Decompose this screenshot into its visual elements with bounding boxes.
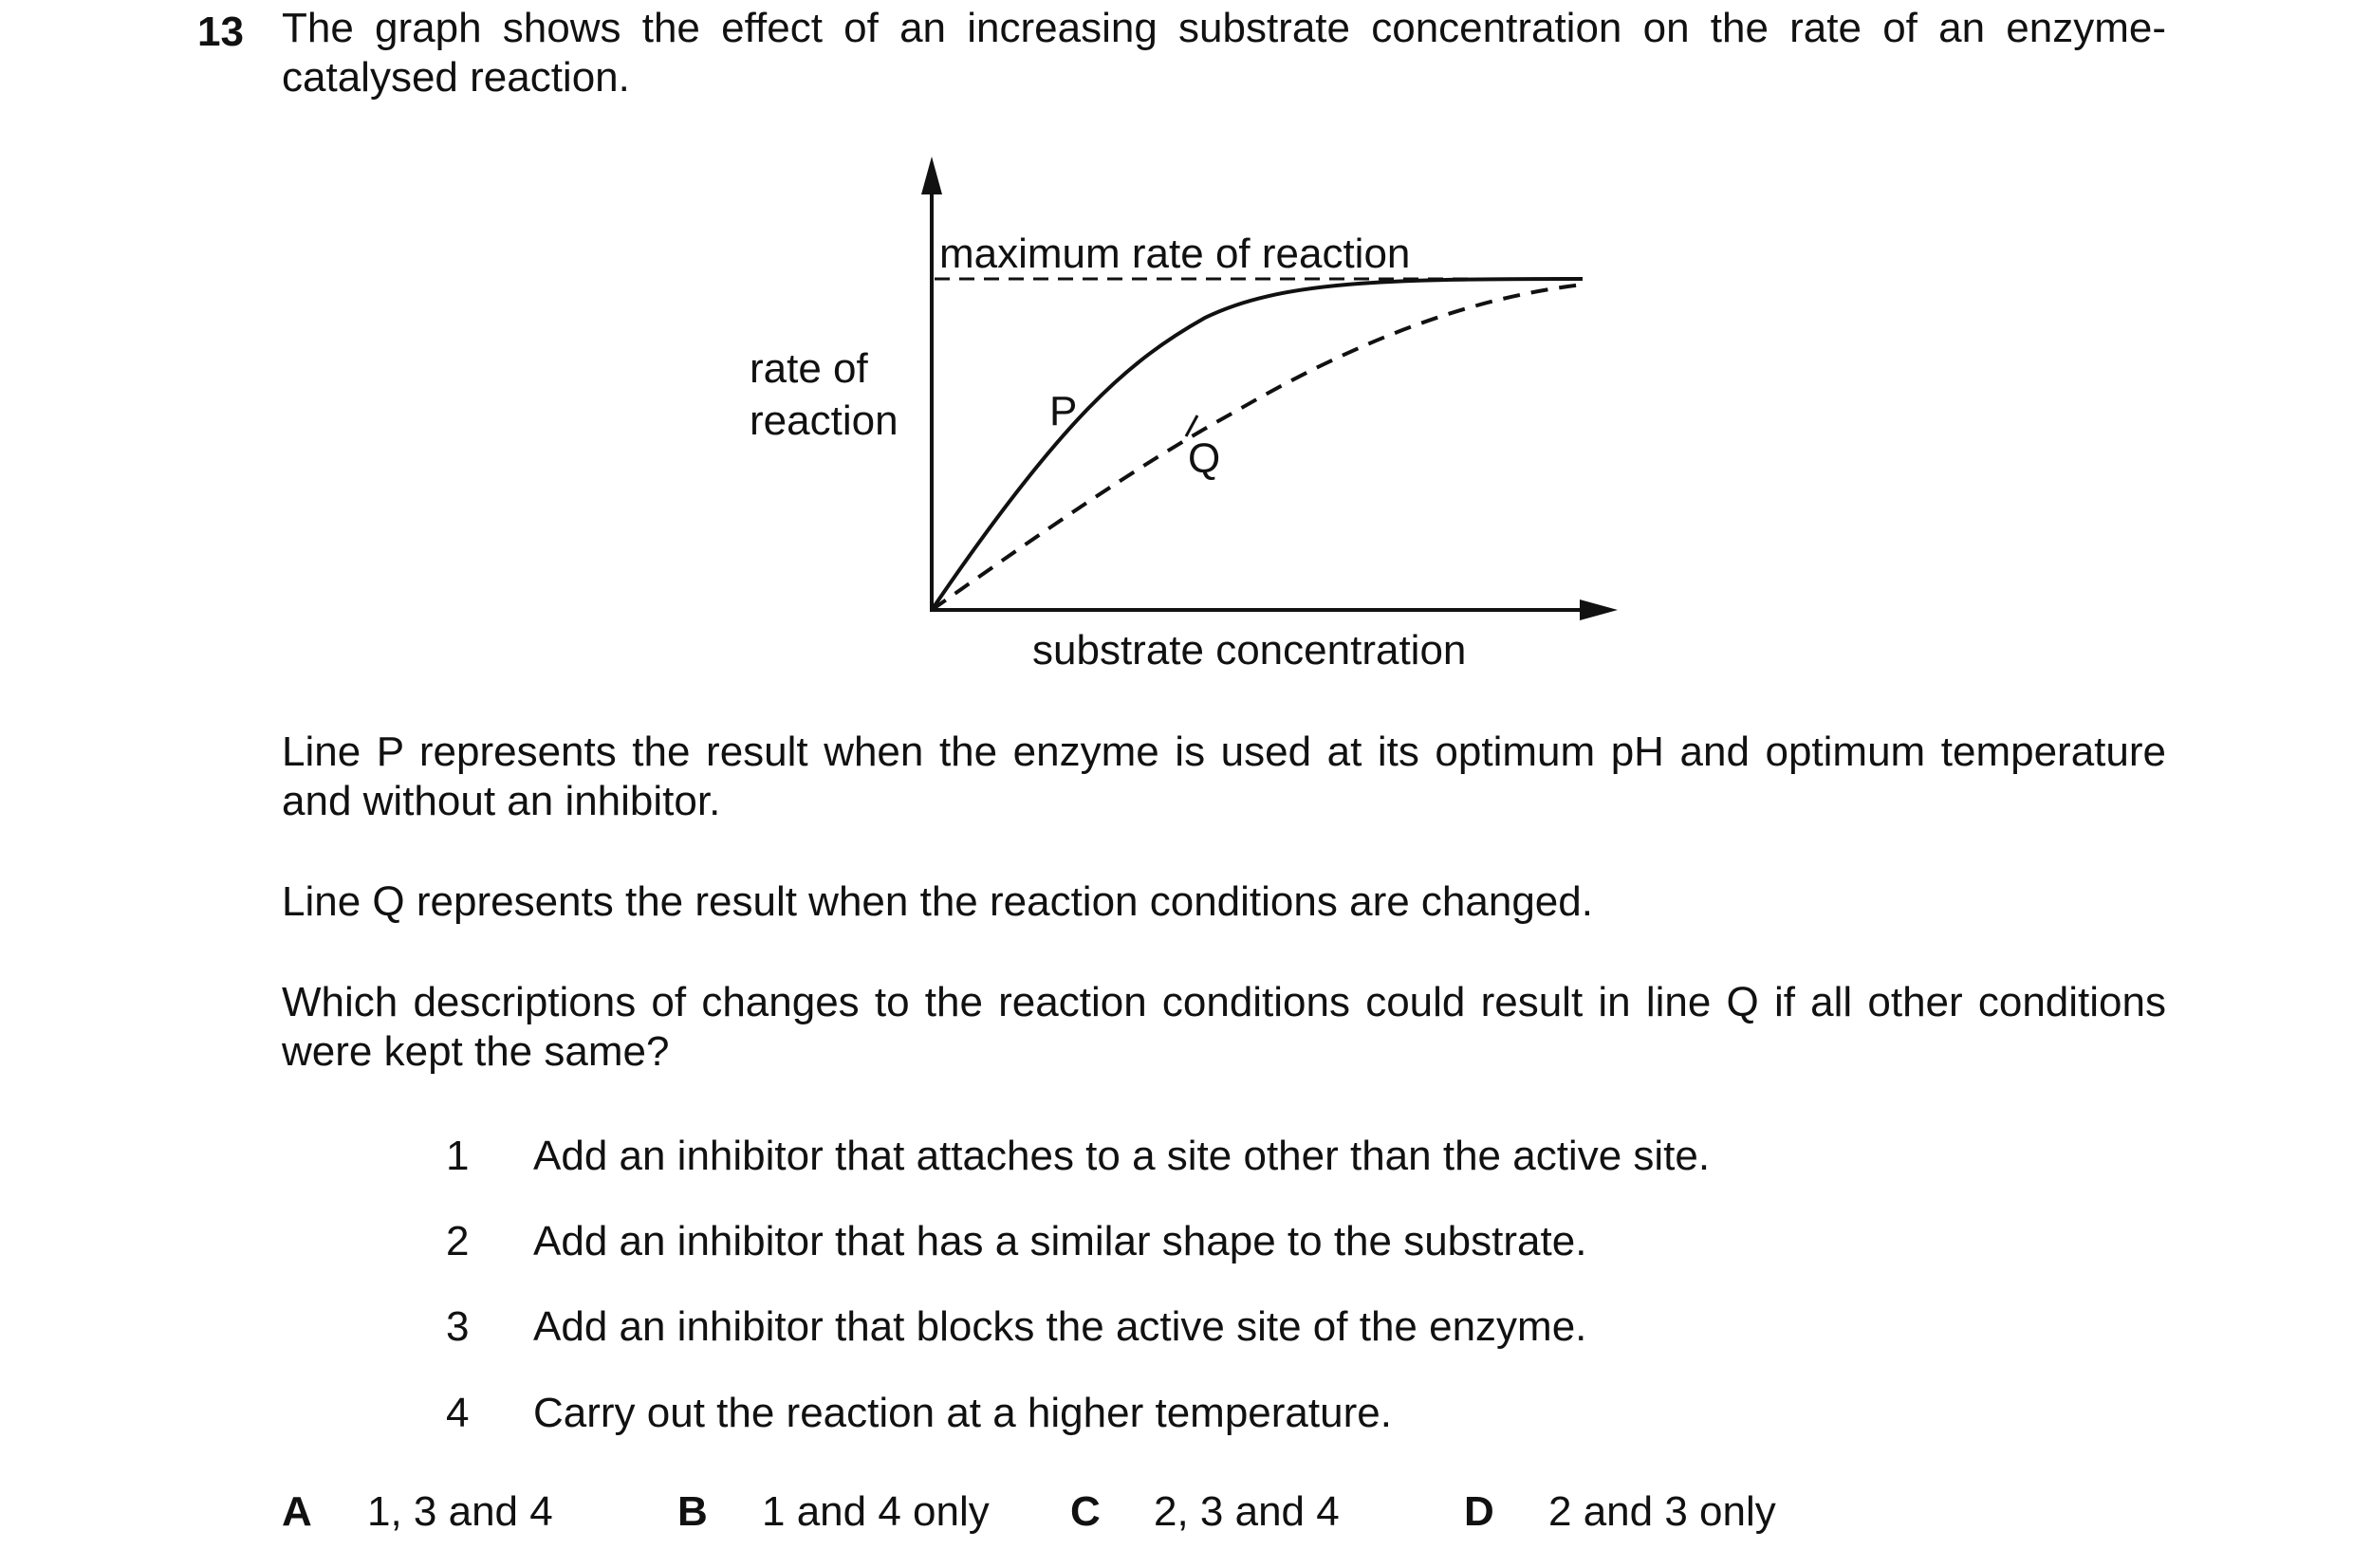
- line-q-description: Line Q represents the result when the reaction conditions are changed.: [282, 878, 1593, 925]
- max-rate-label: maximum rate of reaction: [939, 231, 1411, 277]
- statement-text: Add an inhibitor that has a similar shape to the substrate.: [533, 1218, 1587, 1264]
- statement-number: 4: [446, 1390, 470, 1436]
- statement-number: 2: [446, 1218, 470, 1264]
- statement-text: Add an inhibitor that blocks the active site of the enzyme.: [533, 1303, 1587, 1350]
- statement-text: Carry out the reaction at a higher temperature.: [533, 1390, 1392, 1436]
- y-axis-label-line2: reaction: [750, 397, 899, 444]
- option-c-letter: C: [1070, 1488, 1101, 1535]
- question-prompt: Which descriptions of changes to the reaction conditions could result in line Q if all other conditions were kept the same?: [282, 979, 2166, 1075]
- question-stem: The graph shows the effect of an increasing substrate concentration on the rate of an enzyme-catalysed reaction.: [282, 5, 2166, 101]
- statement-1: [446, 1130, 2059, 1183]
- option-d-text[interactable]: 2 and 3 only: [1548, 1488, 1776, 1535]
- question-number: 13: [197, 9, 244, 55]
- y-axis-arrowhead: [921, 157, 942, 194]
- option-a-text[interactable]: 1, 3 and 4: [367, 1488, 553, 1535]
- y-axis-label-line1: rate of: [750, 345, 868, 392]
- option-b-text[interactable]: 1 and 4 only: [762, 1488, 990, 1535]
- enzyme-rate-graph: [0, 0, 2353, 721]
- curve-q-label: Q: [1188, 435, 1221, 482]
- curve-q: [932, 285, 1583, 610]
- x-axis-arrowhead: [1580, 600, 1618, 620]
- statement-4: [446, 1387, 2059, 1440]
- line-p-description: Line P represents the result when the enzyme is used at its optimum pH and optimum temperature and without an inhibitor.: [282, 729, 2166, 824]
- statement-number: 3: [446, 1303, 470, 1350]
- statement-2: [446, 1215, 2059, 1268]
- option-c-text[interactable]: 2, 3 and 4: [1154, 1488, 1340, 1535]
- option-b-letter: B: [677, 1488, 708, 1535]
- option-a-letter: A: [282, 1488, 312, 1535]
- statement-text: Add an inhibitor that attaches to a site other than the active site.: [533, 1133, 1711, 1179]
- x-axis-label: substrate concentration: [1032, 627, 1467, 673]
- curve-p-label: P: [1049, 388, 1078, 434]
- option-d-letter: D: [1464, 1488, 1494, 1535]
- statement-number: 1: [446, 1133, 470, 1179]
- curve-p: [932, 279, 1583, 610]
- statement-3: [446, 1301, 2059, 1354]
